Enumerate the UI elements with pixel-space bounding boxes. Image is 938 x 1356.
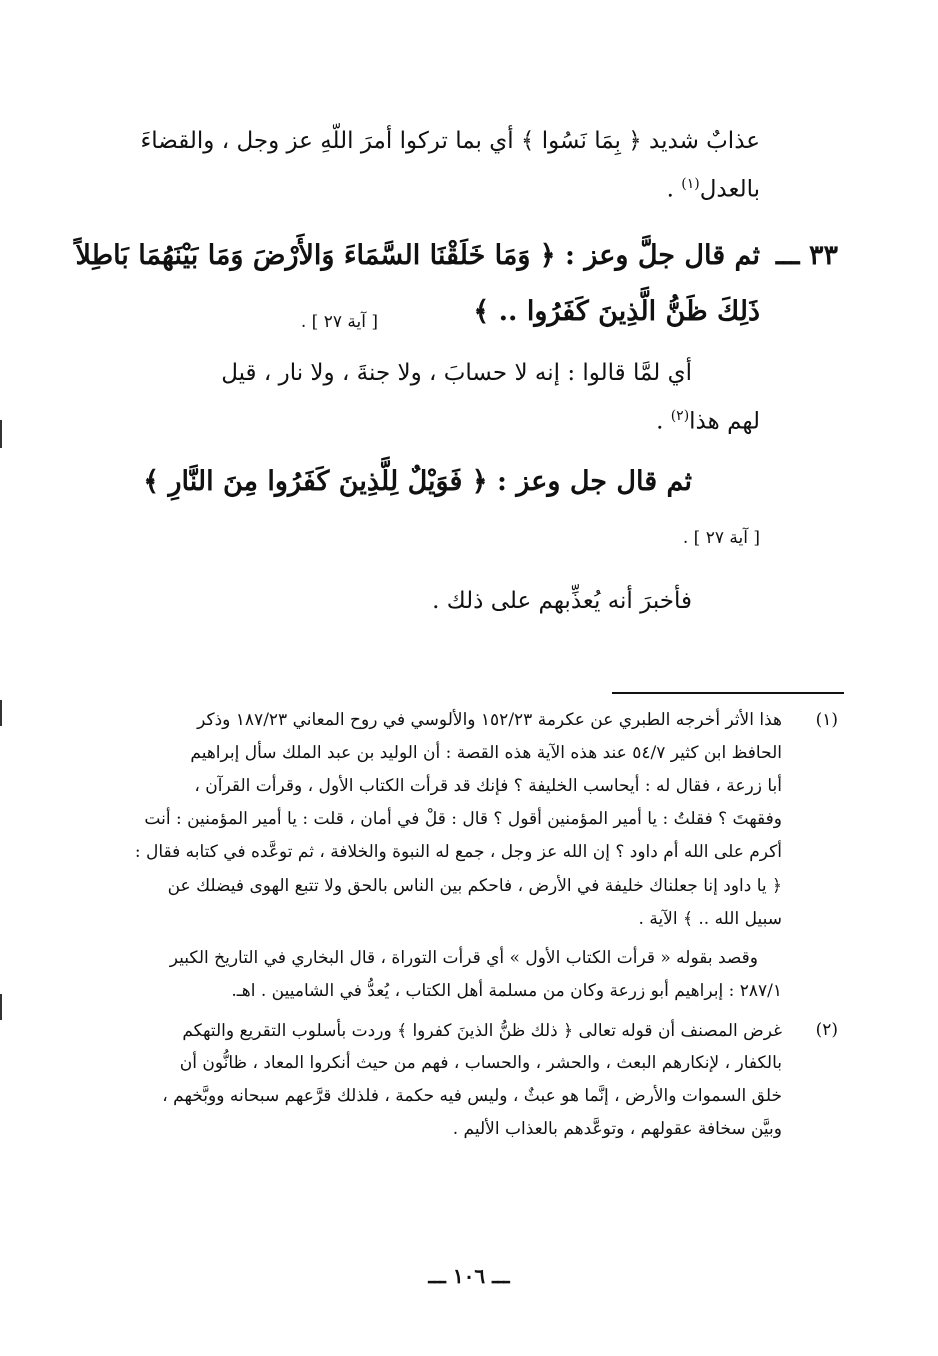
item33-line1: ثم قال جلَّ وعز : ﴿ وَمَا خَلَقْنَا السَّمَاءَ وَالأَرْضَ وَمَا بَيْنَهُمَا بَاطِلاً bbox=[75, 240, 760, 271]
footnote-2-line: خلق السموات والأرض ، إنَّما هو عبثٌ ، وليس فيه حكمة ، فلذلك قرَّعهم سبحانه ووبَّخهم ، bbox=[162, 1086, 782, 1106]
para1-line2-text: بالعدل bbox=[699, 176, 760, 203]
footnote-1-line: وقصد بقوله « قرأت الكتاب الأول » أي قرأت التوراة ، قال البخاري في التاريخ الكبير bbox=[169, 948, 758, 968]
footnote-1-line: أبا زرعة ، فقال له : أيحاسب الخليفة ؟ فإنك قد قرأت الكتاب الأول ، وقرأت القرآن ، bbox=[194, 776, 782, 796]
footnote-1-line: الحافظ ابن كثير ٥٤/٧ عند هذه الآية هذه القصة : أن الوليد بن عبد الملك سأل إبراهيم bbox=[190, 743, 782, 763]
footnote-1-line: وفقهتَ ؟ فقلتُ : يا أمير المؤمنين أقول ؟ قال : قلْ في أمان ، قلت : يا أمير المؤمنين : أنت bbox=[144, 809, 782, 829]
item33-ayah-ref: [ آية ٢٧ ] . bbox=[300, 312, 378, 332]
scan-edge-mark bbox=[0, 700, 2, 726]
footnote-1-line: هذا الأثر أخرجه الطبري عن عكرمة ١٥٢/٢٣ والألوسي في روح المعاني ١٨٧/٢٣ وذكر bbox=[197, 710, 782, 730]
footnote-2-number: (٢) bbox=[815, 1020, 838, 1040]
footnote-1-line: سبيل الله .. ﴾ الآية . bbox=[638, 909, 782, 929]
para2-line2-text: لهم هذا bbox=[689, 408, 760, 435]
para4: فأخبرَ أنه يُعذِّبهم على ذلك . bbox=[432, 588, 692, 614]
para2-line2 bbox=[656, 408, 760, 435]
footnote-2-line: غرض المصنف أن قوله تعالى ﴿ ذلك ظنُّ الذينَ كفروا ﴾ وردت بأسلوب التقريع والتهكم bbox=[182, 1021, 782, 1041]
footnote-separator bbox=[612, 692, 844, 694]
item33-line2: ذَلِكَ ظَنُّ الَّذِينَ كَفَرُوا .. ﴾ bbox=[473, 296, 760, 327]
para1-line1: عذابٌ شديد ﴿ بِمَا نَسُوا ﴾ أي بما تركوا أمرَ اللّهِ عز وجل ، والقضاءَ bbox=[140, 128, 760, 154]
scan-edge-mark bbox=[0, 994, 2, 1020]
para3-line1: ثم قال جل وعز : ﴿ فَوَيْلٌ لِلَّذِينَ كَفَرُوا مِنَ النَّارِ ﴾ bbox=[143, 466, 692, 497]
scan-edge-mark bbox=[0, 420, 2, 448]
footnote-ref-2[interactable]: (٢) bbox=[670, 408, 690, 424]
footnote-1-line: ﴿ يا داود إنا جعلناك خليفة في الأرض ، فاحكم بين الناس بالحق ولا تتبع الهوى فيضلك عن bbox=[167, 876, 782, 896]
item33-number: ٣٣ ـــ bbox=[775, 240, 838, 271]
para2-line1: أي لمَّا قالوا : إنه لا حسابَ ، ولا جنةَ ، ولا نار ، قيل bbox=[221, 360, 692, 386]
para3-ayah-ref: [ آية ٢٧ ] . bbox=[682, 528, 760, 548]
footnote-1-line: أكرم على الله أم داود ؟ إن الله عز وجل ، جمع له النبوة والخلافة ، ثم توعَّده في كتابه فقال : bbox=[134, 842, 782, 862]
footnote-2-line: بالكفار ، لإنكارهم البعث ، والحشر ، والحساب ، فهم من حيث أنكروا المعاد ، ظانُّون أن bbox=[179, 1053, 782, 1073]
footnote-ref-1[interactable]: (١) bbox=[681, 176, 700, 192]
para2-line2-end: . bbox=[656, 408, 671, 435]
para1-line2 bbox=[667, 176, 760, 203]
page-number: ـــ ١٠٦ ـــ bbox=[428, 1264, 510, 1288]
footnote-1-number: (١) bbox=[815, 710, 838, 730]
footnote-2-line: وبيَّن سخافة عقولهم ، وتوعَّدهم بالعذاب الأليم . bbox=[452, 1119, 782, 1139]
para1-line2-end: . bbox=[666, 176, 682, 203]
footnote-1-line: ٢٨٧/١ : إبراهيم أبو زرعة وكان من مسلمة أهل الكتاب ، يُعدُّ في الشاميين . اهـ. bbox=[231, 981, 782, 1001]
